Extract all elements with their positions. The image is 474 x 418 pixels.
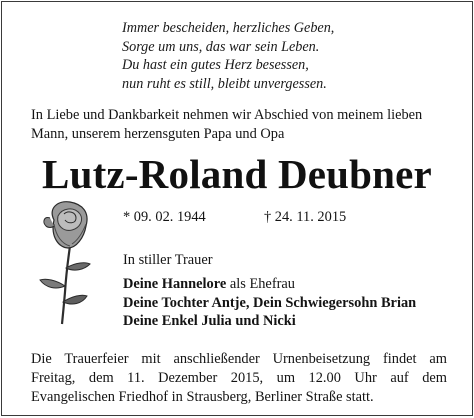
rose-icon <box>32 198 102 326</box>
poem-line: Du hast ein gutes Herz besessen, <box>122 57 309 74</box>
mourner-relation: als Ehefrau <box>226 276 295 292</box>
mourner-name: Deine Tochter Antje, Dein Schwiegersohn Brian <box>123 294 417 311</box>
farewell-text <box>31 106 445 144</box>
mourners-list <box>123 275 416 331</box>
funeral-line: Evangelischen Friedhof in Strausberg, Berliner Straße statt. <box>31 389 374 405</box>
poem-line: Sorge um uns, das war sein Leben. <box>122 38 320 55</box>
obituary-notice <box>1 1 473 416</box>
poem-line: Immer bescheiden, herzliches Geben, <box>122 20 335 36</box>
mourner-row <box>123 294 416 313</box>
funeral-line: Die Trauerfeier mit anschließender Urnenbeisetzung findet am <box>31 351 447 367</box>
mourner-name: Deine Hannelore <box>123 276 227 292</box>
mourner-row <box>123 275 416 294</box>
mourning-label: In stiller Trauer <box>123 252 213 268</box>
funeral-line: Freitag, dem 11. Dezember 2015, um 12.00 Uhr auf dem <box>31 370 447 386</box>
memorial-poem <box>122 19 334 93</box>
deceased-name: Lutz-Roland Deubner <box>42 151 432 197</box>
funeral-info <box>31 350 447 407</box>
death-date: † 24. 11. 2015 <box>264 209 347 225</box>
mourner-name: Deine Enkel Julia und Nicki <box>123 313 296 330</box>
farewell-line: In Liebe und Dankbarkeit nehmen wir Abschied von meinem lieben <box>31 107 423 123</box>
poem-line: nun ruht es still, bleibt unvergessen. <box>122 75 327 92</box>
birth-date: * 09. 02. 1944 <box>123 209 206 225</box>
farewell-line: Mann, unserem herzensguten Papa und Opa <box>31 126 285 142</box>
mourner-row <box>123 312 416 331</box>
